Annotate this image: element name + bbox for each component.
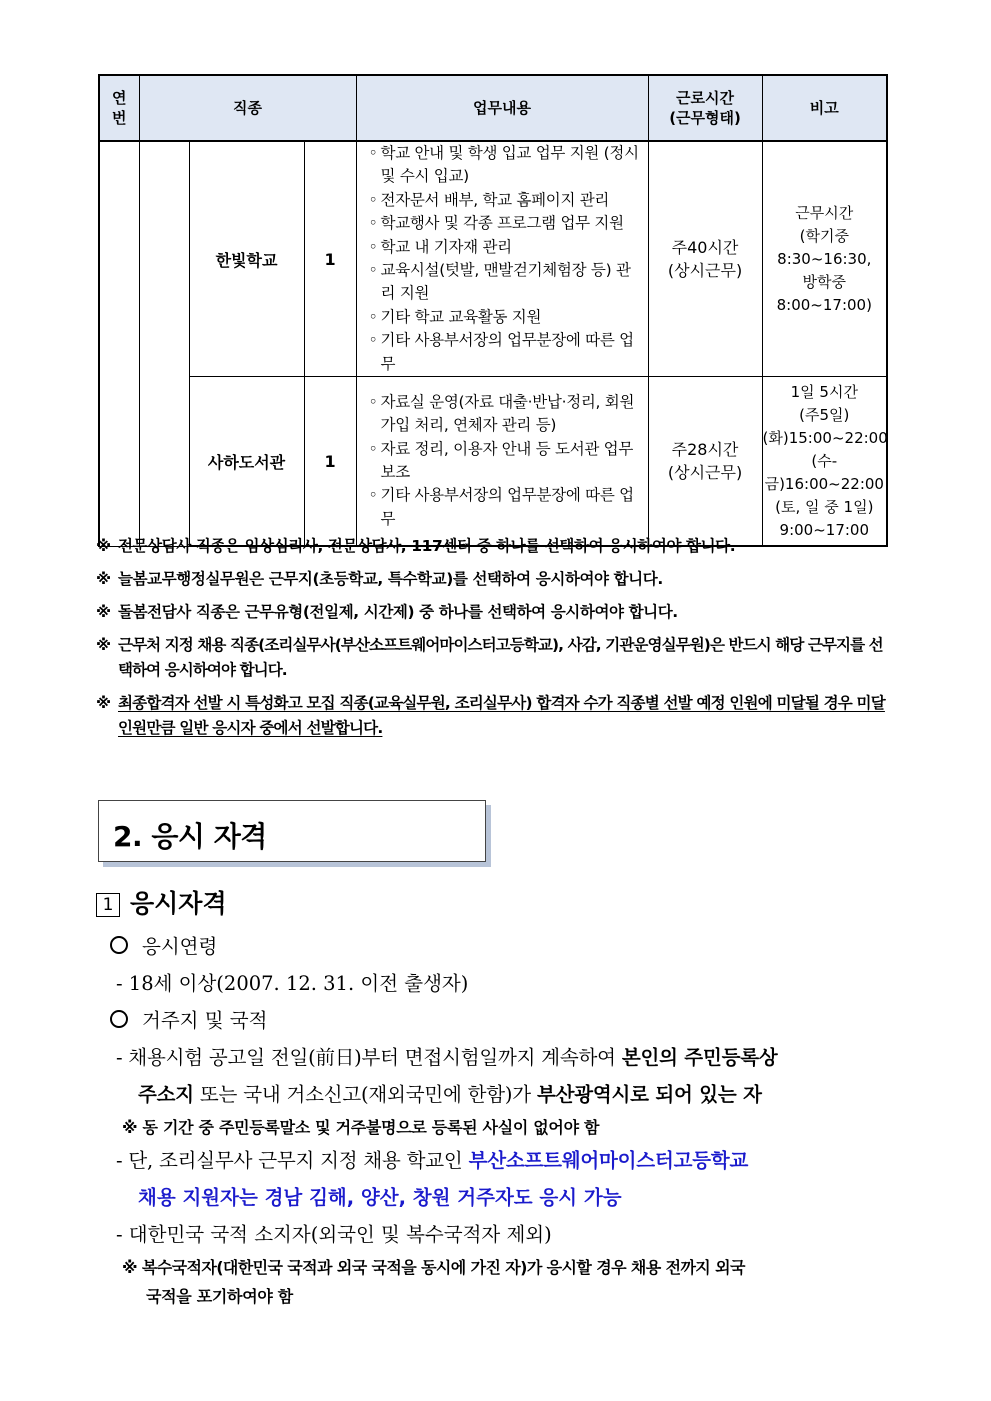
list-item: ◦ 기타 사용부서장의 업무분장에 따른 업무 bbox=[369, 329, 642, 376]
header-no bbox=[99, 75, 139, 141]
note-text: 전문상담사 직종은 임상심리사, 전문상담사, 117센터 중 하나를 선택하여 응시하여야 합니다. bbox=[118, 537, 736, 555]
job-count: 1 bbox=[324, 451, 336, 471]
cell-duty bbox=[356, 141, 648, 377]
duty-list bbox=[369, 142, 642, 376]
notice-list bbox=[96, 534, 896, 749]
notice-item bbox=[96, 567, 896, 592]
note-line: (수-금)16:00~22:00 bbox=[764, 451, 884, 493]
header-duty-text: 업무내용 bbox=[473, 99, 532, 117]
residence-label: 거주지 및 국적 bbox=[142, 1009, 268, 1032]
residence-line-3 bbox=[100, 1142, 900, 1179]
note-text: 근무처 지정 채용 직종(조리실무사(부산소프트웨어마이스터고등학교), 사감, 기관운영실무원)은 반드시 해당 근무지를 선택하여 응시하여야 합니다. bbox=[118, 636, 883, 679]
note-mark: ※ bbox=[96, 537, 111, 555]
note-line: 근무시간 bbox=[795, 203, 854, 222]
note-line: 8:30~16:30, bbox=[777, 249, 872, 268]
residence-note: ※ 동 기간 중 주민등록말소 및 거주불명으로 등록된 사실이 없어야 함 bbox=[122, 1118, 600, 1137]
cell-duty bbox=[356, 377, 648, 547]
note-text: 최종합격자 선발 시 특성화고 모집 직종(교육실무원, 조리실무사) 합격자 수가 직종별 선발 예정 인원에 미달될 경우 미달 인원만큼 일반 응시자 중에서 선발합니다. bbox=[118, 694, 885, 737]
res2-b: 부산소프트웨어마이스터고등학교 bbox=[468, 1149, 749, 1172]
cell-note bbox=[762, 141, 887, 377]
list-item: ◦ 자료실 운영(자료 대출·반납·정리, 회원가입 처리, 연체자 관리 등) bbox=[369, 391, 642, 438]
header-job-text: 직종 bbox=[233, 99, 262, 117]
age-heading bbox=[100, 928, 900, 965]
cell-no bbox=[99, 141, 139, 546]
note-line: 1일 5시간 bbox=[790, 382, 858, 401]
cell-hours bbox=[648, 141, 762, 377]
residence-line-1 bbox=[100, 1039, 900, 1076]
age-text: - 18세 이상(2007. 12. 31. 이전 출생자) bbox=[116, 972, 469, 995]
job-table bbox=[98, 74, 888, 547]
table-header-row bbox=[99, 75, 887, 141]
res1-a: - 채용시험 공고일 전일(前日)부터 면접시험일까지 계속하여 bbox=[116, 1046, 622, 1069]
note-line: (토, 일 중 1일) bbox=[775, 497, 874, 516]
qualification-body bbox=[100, 928, 900, 1311]
note-line: (학기중 bbox=[799, 226, 849, 245]
header-duty bbox=[356, 75, 648, 141]
residence-line-4: 채용 지원자는 경남 김해, 양산, 창원 거주자도 응시 가능 bbox=[138, 1186, 622, 1209]
cell-name bbox=[189, 141, 304, 377]
list-item: ◦ 전자문서 배부, 학교 홈페이지 관리 bbox=[369, 189, 642, 212]
header-hours-text: 근로시간 (근무형태) bbox=[669, 89, 741, 127]
res1-d: 또는 국내 거소신고(재외국민에 한함)가 bbox=[193, 1083, 537, 1106]
job-name: 한빛학교 bbox=[215, 250, 278, 270]
subsection-title: 응시자격 bbox=[130, 889, 227, 918]
header-no-text: 연 번 bbox=[112, 89, 127, 127]
cell-note bbox=[762, 377, 887, 547]
subsection-heading bbox=[96, 884, 227, 920]
cell-category bbox=[139, 141, 189, 546]
note-mark: ※ bbox=[96, 603, 111, 621]
note-line: 9:00~17:00 bbox=[779, 520, 870, 539]
notice-item bbox=[96, 600, 896, 625]
job-count: 1 bbox=[324, 249, 336, 269]
duty-list bbox=[369, 391, 642, 531]
header-hours bbox=[648, 75, 762, 141]
table-row bbox=[99, 141, 887, 377]
res1-b: 본인의 주민등록상 bbox=[621, 1046, 778, 1069]
cell-count bbox=[304, 377, 356, 547]
circle-bullet-icon bbox=[110, 1010, 128, 1028]
job-name: 사하도서관 bbox=[207, 452, 286, 472]
residence-line-2 bbox=[100, 1076, 900, 1113]
note-text: 돌봄전담사 직종은 근무유형(전일제, 시간제) 중 하나를 선택하여 응시하여야 합니다. bbox=[118, 603, 678, 621]
cell-count bbox=[304, 141, 356, 377]
note-line: 방학중 bbox=[802, 272, 847, 291]
hours-line: 주28시간 bbox=[671, 440, 739, 460]
list-item: ◦ 교육시설(텃발, 맨발걷기체험장 등) 관리 지원 bbox=[369, 259, 642, 306]
subsection-number-box: 1 bbox=[96, 893, 120, 917]
note-mark: ※ bbox=[96, 570, 111, 588]
list-item: ◦ 기타 사용부서장의 업무분장에 따른 업무 bbox=[369, 484, 642, 531]
notice-item bbox=[96, 633, 896, 683]
note-text: 늘봄교무행정실무원은 근무지(초등학교, 특수학교)를 선택하여 응시하여야 합니다. bbox=[118, 570, 663, 588]
note-line: (주5일) bbox=[799, 405, 850, 424]
list-item: ◦ 학교 안내 및 학생 입교 업무 지원 (정시 및 수시 입교) bbox=[369, 142, 642, 189]
cell-name bbox=[189, 377, 304, 547]
hours-line: 주40시간 bbox=[671, 238, 739, 258]
list-item: ◦ 학교행사 및 각종 프로그램 업무 지원 bbox=[369, 212, 642, 235]
nationality-line: - 대한민국 국적 소지자(외국인 및 복수국적자 제외) bbox=[116, 1223, 552, 1246]
residence-heading bbox=[100, 1002, 900, 1039]
list-item: ◦ 기타 학교 교육활동 지원 bbox=[369, 306, 642, 329]
table-row bbox=[99, 377, 887, 547]
header-note-text: 비고 bbox=[809, 99, 839, 117]
res1-c: 주소지 bbox=[138, 1083, 194, 1106]
section-heading-box bbox=[98, 800, 486, 862]
res2-a: - 단, 조리실무사 근무지 지정 채용 학교인 bbox=[116, 1149, 469, 1172]
note-line: (화)15:00~22:00 bbox=[762, 428, 888, 447]
hours-line: (상시근무) bbox=[667, 463, 743, 483]
header-note bbox=[762, 75, 887, 141]
note-line: 8:00~17:00) bbox=[776, 295, 872, 314]
hours-line: (상시근무) bbox=[667, 261, 743, 281]
dual-note-1: ※ 복수국적자(대한민국 국적과 외국 국적을 동시에 가진 자)가 응시할 경우 채용 전까지 외국 bbox=[122, 1258, 745, 1277]
circle-bullet-icon bbox=[110, 936, 128, 954]
notice-item bbox=[96, 534, 896, 559]
res1-e: 부산광역시로 되어 있는 자 bbox=[536, 1083, 762, 1106]
note-mark: ※ bbox=[96, 636, 111, 654]
header-job bbox=[139, 75, 356, 141]
dual-note-2: 국적을 포기하여야 함 bbox=[146, 1287, 293, 1306]
cell-hours bbox=[648, 377, 762, 547]
age-label: 응시연령 bbox=[142, 935, 218, 958]
list-item: ◦ 학교 내 기자재 관리 bbox=[369, 236, 642, 259]
list-item: ◦ 자료 정리, 이용자 안내 등 도서관 업무 보조 bbox=[369, 438, 642, 485]
section-title: 2. 응시 자격 bbox=[113, 820, 267, 853]
notice-item bbox=[96, 691, 896, 741]
note-mark: ※ bbox=[96, 694, 111, 712]
